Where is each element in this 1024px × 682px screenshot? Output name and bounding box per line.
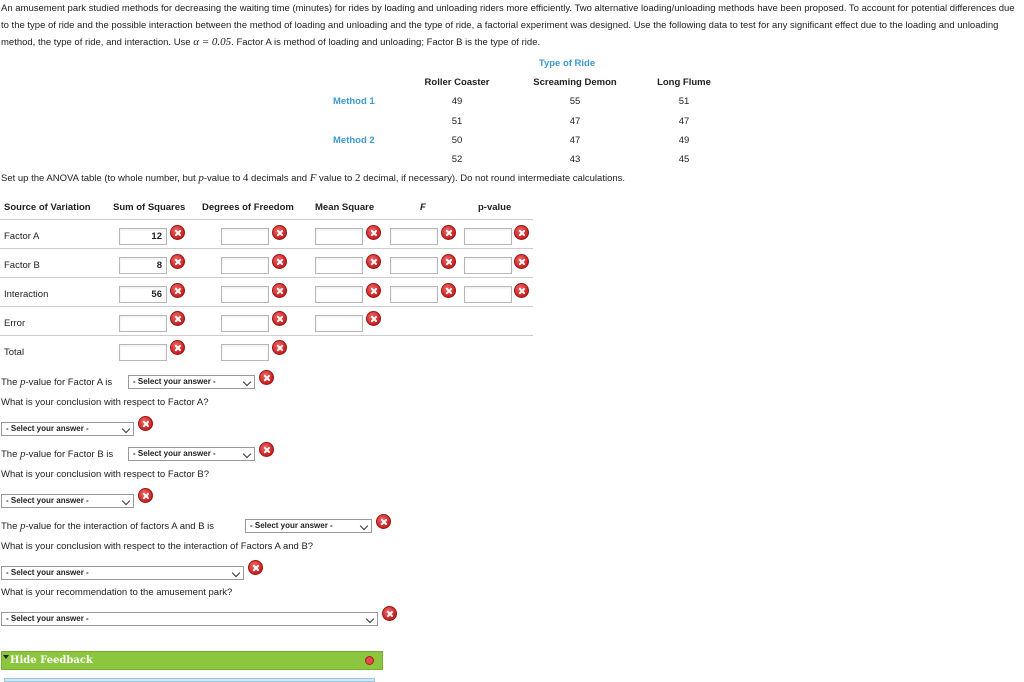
incorrect-icon <box>272 225 287 240</box>
q-text: The <box>1 521 21 532</box>
instr-part: 4 <box>242 172 249 184</box>
chevron-down-icon <box>360 522 368 530</box>
header-ss: Sum of Squares <box>113 202 186 213</box>
data-cell: 52 <box>451 154 463 165</box>
incorrect-icon <box>366 283 381 298</box>
p-value-a-select[interactable] <box>128 375 255 389</box>
incorrect-icon <box>272 254 287 269</box>
factor-b-df-field[interactable] <box>221 257 269 274</box>
feedback-panel <box>4 678 375 682</box>
header-ms: Mean Square <box>315 202 375 213</box>
chevron-down-icon <box>122 497 130 505</box>
total-df-field[interactable] <box>221 344 269 361</box>
incorrect-icon <box>366 311 381 326</box>
incorrect-icon <box>514 283 529 298</box>
interaction-f-field[interactable] <box>390 286 438 303</box>
incorrect-icon <box>376 514 391 529</box>
collapse-triangle-icon <box>3 655 9 659</box>
conclusion-a-question: What is your conclusion with respect to Factor A? <box>1 397 209 408</box>
row-divider <box>0 306 533 307</box>
data-cell: 47 <box>569 135 581 146</box>
q-text: p <box>20 376 26 388</box>
incorrect-icon <box>514 254 529 269</box>
factor-b-f-field[interactable] <box>390 257 438 274</box>
incorrect-icon <box>382 606 397 621</box>
incorrect-icon <box>170 225 185 240</box>
error-df-field[interactable] <box>221 315 269 332</box>
q-text: p <box>20 448 26 460</box>
incorrect-icon <box>170 340 185 355</box>
total-ss-field[interactable] <box>119 344 167 361</box>
incorrect-icon <box>259 370 274 385</box>
data-cell: 51 <box>451 116 463 127</box>
q-text: p <box>20 520 26 532</box>
select-text: - Select your answer - <box>250 521 333 530</box>
select-text: - Select your answer - <box>133 377 216 386</box>
col-roller-coaster: Roller Coaster <box>424 77 490 88</box>
data-cell: 47 <box>569 116 581 127</box>
q-text: -value for Factor B is <box>25 449 114 460</box>
instr-part: p <box>198 172 204 184</box>
p-value-a-question <box>1 376 112 388</box>
conclusion-b-select[interactable] <box>1 494 134 508</box>
chevron-down-icon <box>366 615 374 623</box>
instr-part: decimal, if necessary). Do not round intermediate calculations. <box>360 173 626 184</box>
hide-feedback-button[interactable] <box>1 651 383 670</box>
incorrect-icon <box>170 283 185 298</box>
intro-text-2: . Factor A is method of loading and unloading; Factor B is the type of ride. <box>231 37 541 48</box>
incorrect-icon <box>272 283 287 298</box>
data-cell: 43 <box>569 154 581 165</box>
q-text: -value for Factor A is <box>25 377 113 388</box>
incorrect-icon <box>138 488 153 503</box>
conclusion-interaction-select[interactable] <box>1 566 244 580</box>
incorrect-icon <box>441 283 456 298</box>
factor-b-p-field[interactable] <box>464 257 512 274</box>
incorrect-icon <box>441 254 456 269</box>
data-cell: 47 <box>678 116 690 127</box>
conclusion-a-select[interactable] <box>1 422 134 436</box>
p-value-interaction-question <box>1 520 214 532</box>
factor-b-ss-field[interactable]: 8 <box>119 257 167 274</box>
instr-part: 2 <box>354 172 361 184</box>
data-cell: 49 <box>451 96 463 107</box>
select-text: - Select your answer - <box>6 424 89 433</box>
factor-a-df-field[interactable] <box>221 228 269 245</box>
conclusion-interaction-question: What is your conclusion with respect to the interaction of Factors A and B? <box>1 541 314 552</box>
p-value-b-select[interactable] <box>128 447 255 461</box>
recommendation-select[interactable] <box>1 612 378 626</box>
error-ss-field[interactable] <box>119 315 167 332</box>
type-of-ride-header: Type of Ride <box>538 58 596 69</box>
row-label-error: Error <box>4 318 26 329</box>
row-label-interaction: Interaction <box>4 289 49 300</box>
p-value-b-question <box>1 448 113 460</box>
incorrect-icon <box>170 254 185 269</box>
select-text: - Select your answer - <box>6 614 89 623</box>
method-1-label: Method 1 <box>333 96 375 107</box>
chevron-down-icon <box>122 425 130 433</box>
header-divider <box>0 219 533 220</box>
data-cell: 50 <box>451 135 463 146</box>
q-text: -value for the interaction of factors A and B is <box>25 521 215 532</box>
instr-part: F <box>309 172 317 184</box>
incorrect-icon <box>170 311 185 326</box>
incorrect-icon <box>259 442 274 457</box>
chevron-down-icon <box>243 378 251 386</box>
row-divider <box>0 335 533 336</box>
row-label-factor-a: Factor A <box>4 231 40 242</box>
q-text: The <box>1 377 21 388</box>
conclusion-b-question: What is your conclusion with respect to Factor B? <box>1 469 210 480</box>
row-divider <box>0 277 533 278</box>
interaction-p-field[interactable] <box>464 286 512 303</box>
data-cell: 55 <box>569 96 581 107</box>
close-icon[interactable] <box>365 656 374 665</box>
recommendation-question: What is your recommendation to the amusement park? <box>1 587 233 598</box>
header-p: p-value <box>478 202 512 213</box>
col-long-flume: Long Flume <box>657 77 711 88</box>
incorrect-icon <box>366 225 381 240</box>
error-ms-field[interactable] <box>315 315 363 332</box>
instr-part: Set up the ANOVA table (to whole number, but <box>1 173 199 184</box>
data-cell: 49 <box>678 135 690 146</box>
hide-feedback-label: Hide Feedback <box>10 655 93 666</box>
data-cell: 51 <box>678 96 690 107</box>
factor-a-p-field[interactable] <box>464 228 512 245</box>
chevron-down-icon <box>243 450 251 458</box>
instr-part: decimals and <box>248 173 310 184</box>
incorrect-icon <box>366 254 381 269</box>
instr-part: value to <box>316 173 355 184</box>
factor-a-ms-field[interactable] <box>315 228 363 245</box>
q-text: The <box>1 449 21 460</box>
incorrect-icon <box>272 340 287 355</box>
row-label-total: Total <box>4 347 25 358</box>
factor-b-ms-field[interactable] <box>315 257 363 274</box>
header-df: Degrees of Freedom <box>202 202 294 213</box>
incorrect-icon <box>272 311 287 326</box>
header-f: F <box>420 202 426 213</box>
data-cell: 45 <box>678 154 690 165</box>
interaction-ss-field[interactable]: 56 <box>119 286 167 303</box>
alpha-value: α = 0.05 <box>193 36 232 48</box>
select-text: - Select your answer - <box>6 568 89 577</box>
anova-instructions <box>1 172 625 184</box>
row-divider <box>0 248 533 249</box>
intro-text-1: An amusement park studied methods for decreasing the waiting time (minutes) for rides by loading and unloading riders more efficiently. Two alternative loading/unloading methods have been proposed. To account for potential differences due to the type of ride and the possible interaction between the method of loading and unloading and the type of ride, a factorial experiment was designed. Use the following data to test for any significant effect due to the loading and unloading method, the type of ride, and interaction. Use <box>1 3 1015 48</box>
row-label-factor-b: Factor B <box>4 260 40 271</box>
method-2-label: Method 2 <box>333 135 375 146</box>
incorrect-icon <box>514 225 529 240</box>
chevron-down-icon <box>232 569 240 577</box>
interaction-df-field[interactable] <box>221 286 269 303</box>
interaction-ms-field[interactable] <box>315 286 363 303</box>
col-screaming-demon: Screaming Demon <box>533 77 617 88</box>
select-text: - Select your answer - <box>133 449 216 458</box>
header-source: Source of Variation <box>4 202 91 213</box>
incorrect-icon <box>138 416 153 431</box>
incorrect-icon <box>441 225 456 240</box>
p-value-interaction-select[interactable] <box>245 519 372 533</box>
select-text: - Select your answer - <box>6 496 89 505</box>
incorrect-icon <box>248 560 263 575</box>
factor-a-ss-field[interactable]: 12 <box>119 228 167 245</box>
instr-part: -value to <box>203 173 243 184</box>
problem-statement <box>1 1 1023 52</box>
factor-a-f-field[interactable] <box>390 228 438 245</box>
